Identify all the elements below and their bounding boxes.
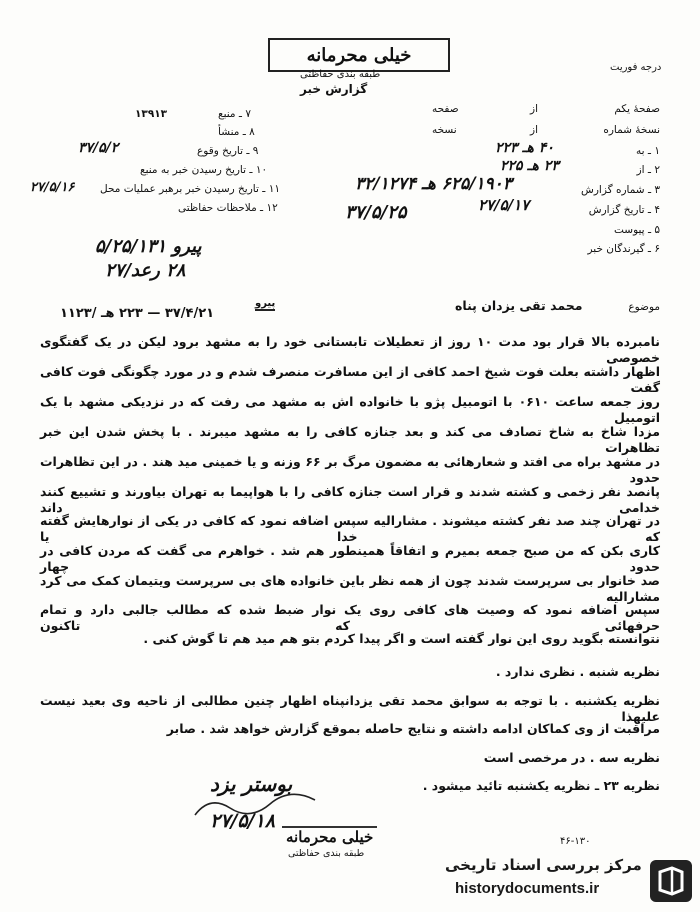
body-line-7: در تهران چند صد نفر کشته میشوند . مشارالیه سپس اضافه نمود که کافی در یکی از نوارهایش گفته که خدا یا — [40, 513, 660, 544]
body-line-6: پانصد نفر زخمی و کشته شدند و قرار است جنازه کافی را با هواپیما به تهران بیاورند و تشییع کنند خدامی داند — [40, 484, 660, 515]
received-hq-label: ۱۱ ـ تاریخ رسیدن خبر برهبر عملیات محل — [100, 183, 280, 195]
source-label: ۷ ـ منبع — [218, 108, 251, 120]
sign-date: ۲۷/۵/۱۸ — [210, 810, 275, 832]
from-value: ۲۳ هـ ۲۲۵ — [500, 158, 559, 174]
watermark-persian: مرکز بررسی اسناد تاریخی — [445, 856, 642, 874]
archive-logo-icon — [648, 858, 694, 904]
handwritten-line-2: ۲۸ رعد/۲۷ — [105, 260, 186, 281]
body-line-5: در مشهد براه می افتد و شعارهائی به مضمون مرگ بر ۶۶ وزنه و یا خمینی مید هند . در این تظاهرات حدود — [40, 454, 660, 485]
report-number-label: ۳ ـ شماره گزارش — [581, 184, 660, 196]
page-label: صفحهٔ یکم — [614, 103, 660, 115]
reference-stamp: پیرو — [255, 298, 276, 309]
note-three: نظریه سه . در مرخصی است — [483, 750, 660, 765]
bottom-classification-subtitle: طبقه بندی حفاظتی — [288, 848, 365, 859]
body-line-9: صد خانوار بی سرپرست شدند چون از همه نظر باین خانواده های بی سرپرست ویتیمان کمک می کرد مشارالیه — [40, 573, 660, 604]
form-code: ۴۶-۱۳۰ — [560, 836, 591, 847]
body-line-4: مزدا شاخ به شاخ تصادف می کند و بعد جنازه کافی را به مشهد میبرند . با پخش شدن این خبر تظاهرات — [40, 424, 660, 455]
reference-value: ۳۷/۴/۲۱ — ۲۲۳ هـ /۱۱۲۳ — [60, 306, 215, 321]
watermark-url: historydocuments.ir — [455, 880, 600, 897]
priority-label: درجه فوریت — [610, 62, 662, 73]
classification-stamp-title: خیلی محرمانه — [306, 44, 412, 66]
recipients-label: ۶ ـ گیرندگان خبر — [587, 243, 660, 255]
report-number-value: ۶۲۵/۱۹۰۳ هـ ۳۲/۱۲۷۴ — [355, 174, 512, 194]
report-date-label: ۴ ـ تاریخ گزارش — [588, 204, 660, 216]
body-line-10: سپس اضافه نمود که وصیت های کافی روی یک نوار ضبط شده که مطالب جالبی دارد و تمام حرفهائی که تاکنون — [40, 602, 660, 633]
to-label: ۱ ـ به — [636, 145, 660, 157]
report-date-value: ۳۷/۵/۲۵ — [345, 202, 407, 223]
source-value: ۱۳۹۱۳ — [135, 108, 168, 120]
note-saturday: نظریه شنبه . نظری ندارد . — [495, 664, 660, 679]
report-date-value-2: ۲۷/۵/۱۷ — [478, 196, 530, 214]
copy-label: نسخهٔ شماره — [603, 124, 660, 136]
received-hq-value: ۲۷/۵/۱۶ — [30, 180, 75, 195]
body-line-2: اظهار داشته بعلت فوت شیخ احمد کافی از این مسافرت منصرف شدم و در مورد چگونگی فوت کافی گفت — [40, 364, 660, 395]
note-twentythree: نظریه ۲۳ ـ نظریه یکشنبه تائید میشود . — [422, 778, 660, 793]
page-from: از — [530, 103, 538, 115]
bottom-classification-stamp: خیلی محرمانه — [282, 826, 377, 846]
to-value: ۴۰ هـ ۲۲۳ — [495, 140, 554, 156]
subject-value: محمد تقی یزدان پناه — [455, 298, 583, 313]
report-title: گزارش خبر — [300, 82, 368, 96]
classification-stamp — [268, 38, 450, 72]
remarks-label: ۱۲ ـ ملاحظات حفاظتی — [178, 202, 278, 214]
attachment-label: ۵ ـ پیوست — [613, 224, 660, 236]
event-date-value: ۳۷/۵/۲ — [78, 140, 119, 156]
copy-from: از — [530, 124, 538, 136]
note-sunday-line-1: نظریه یکشنبه . با توجه به سوابق محمد تقی یزدانپناه اظهار چنین مطالبی از ناحیه وی بعید نیست علیهذا — [40, 693, 660, 724]
handwritten-line-1: پیرو ۵/۲۵/۱۳۱ — [95, 236, 202, 257]
classification-stamp-subtitle: طبقه بندی حفاظتی — [300, 69, 381, 80]
from-label: ۲ ـ از — [636, 164, 660, 176]
subject-label: موضوع — [628, 301, 660, 313]
note-sunday-line-2: مراقبت از وی کماکان ادامه داشته و نتایج حاصله بموقع گزارش خواهد شد . صابر — [166, 721, 660, 736]
body-line-8: کاری بکن که من صبح جمعه بمیرم و اتفاقاً همینطور هم شد . خواهرم می گفت که مردن کافی در حدود چهار — [40, 543, 660, 574]
body-line-11: نتوانسته بگوید روی این نوار گفته است و اگر پیدا کردم بتو هم مید هم تا گوش کنی . — [143, 631, 660, 646]
copy-word: نسخه — [432, 124, 457, 136]
signature: بوستر یزد — [210, 772, 293, 796]
received-label: ۱۰ ـ تاریخ رسیدن خبر به منبع — [140, 164, 268, 176]
origin-label: ۸ ـ منشأ — [218, 126, 255, 138]
body-line-3: روز جمعه ساعت ۰۶۱۰ با اتومبیل پژو با خانواده اش به مشهد می رفت که در نزدیکی مشهد با یک اتومبیل — [40, 394, 661, 425]
page-word: صفحه — [432, 103, 459, 115]
body-line-1: نامبرده بالا قرار بود مدت ۱۰ روز از تعطیلات تابستانی خود را به مشهد برود لیکن در یک گفتگوی خصوصی — [40, 334, 660, 365]
event-date-label: ۹ ـ تاریخ وقوع — [197, 145, 259, 157]
